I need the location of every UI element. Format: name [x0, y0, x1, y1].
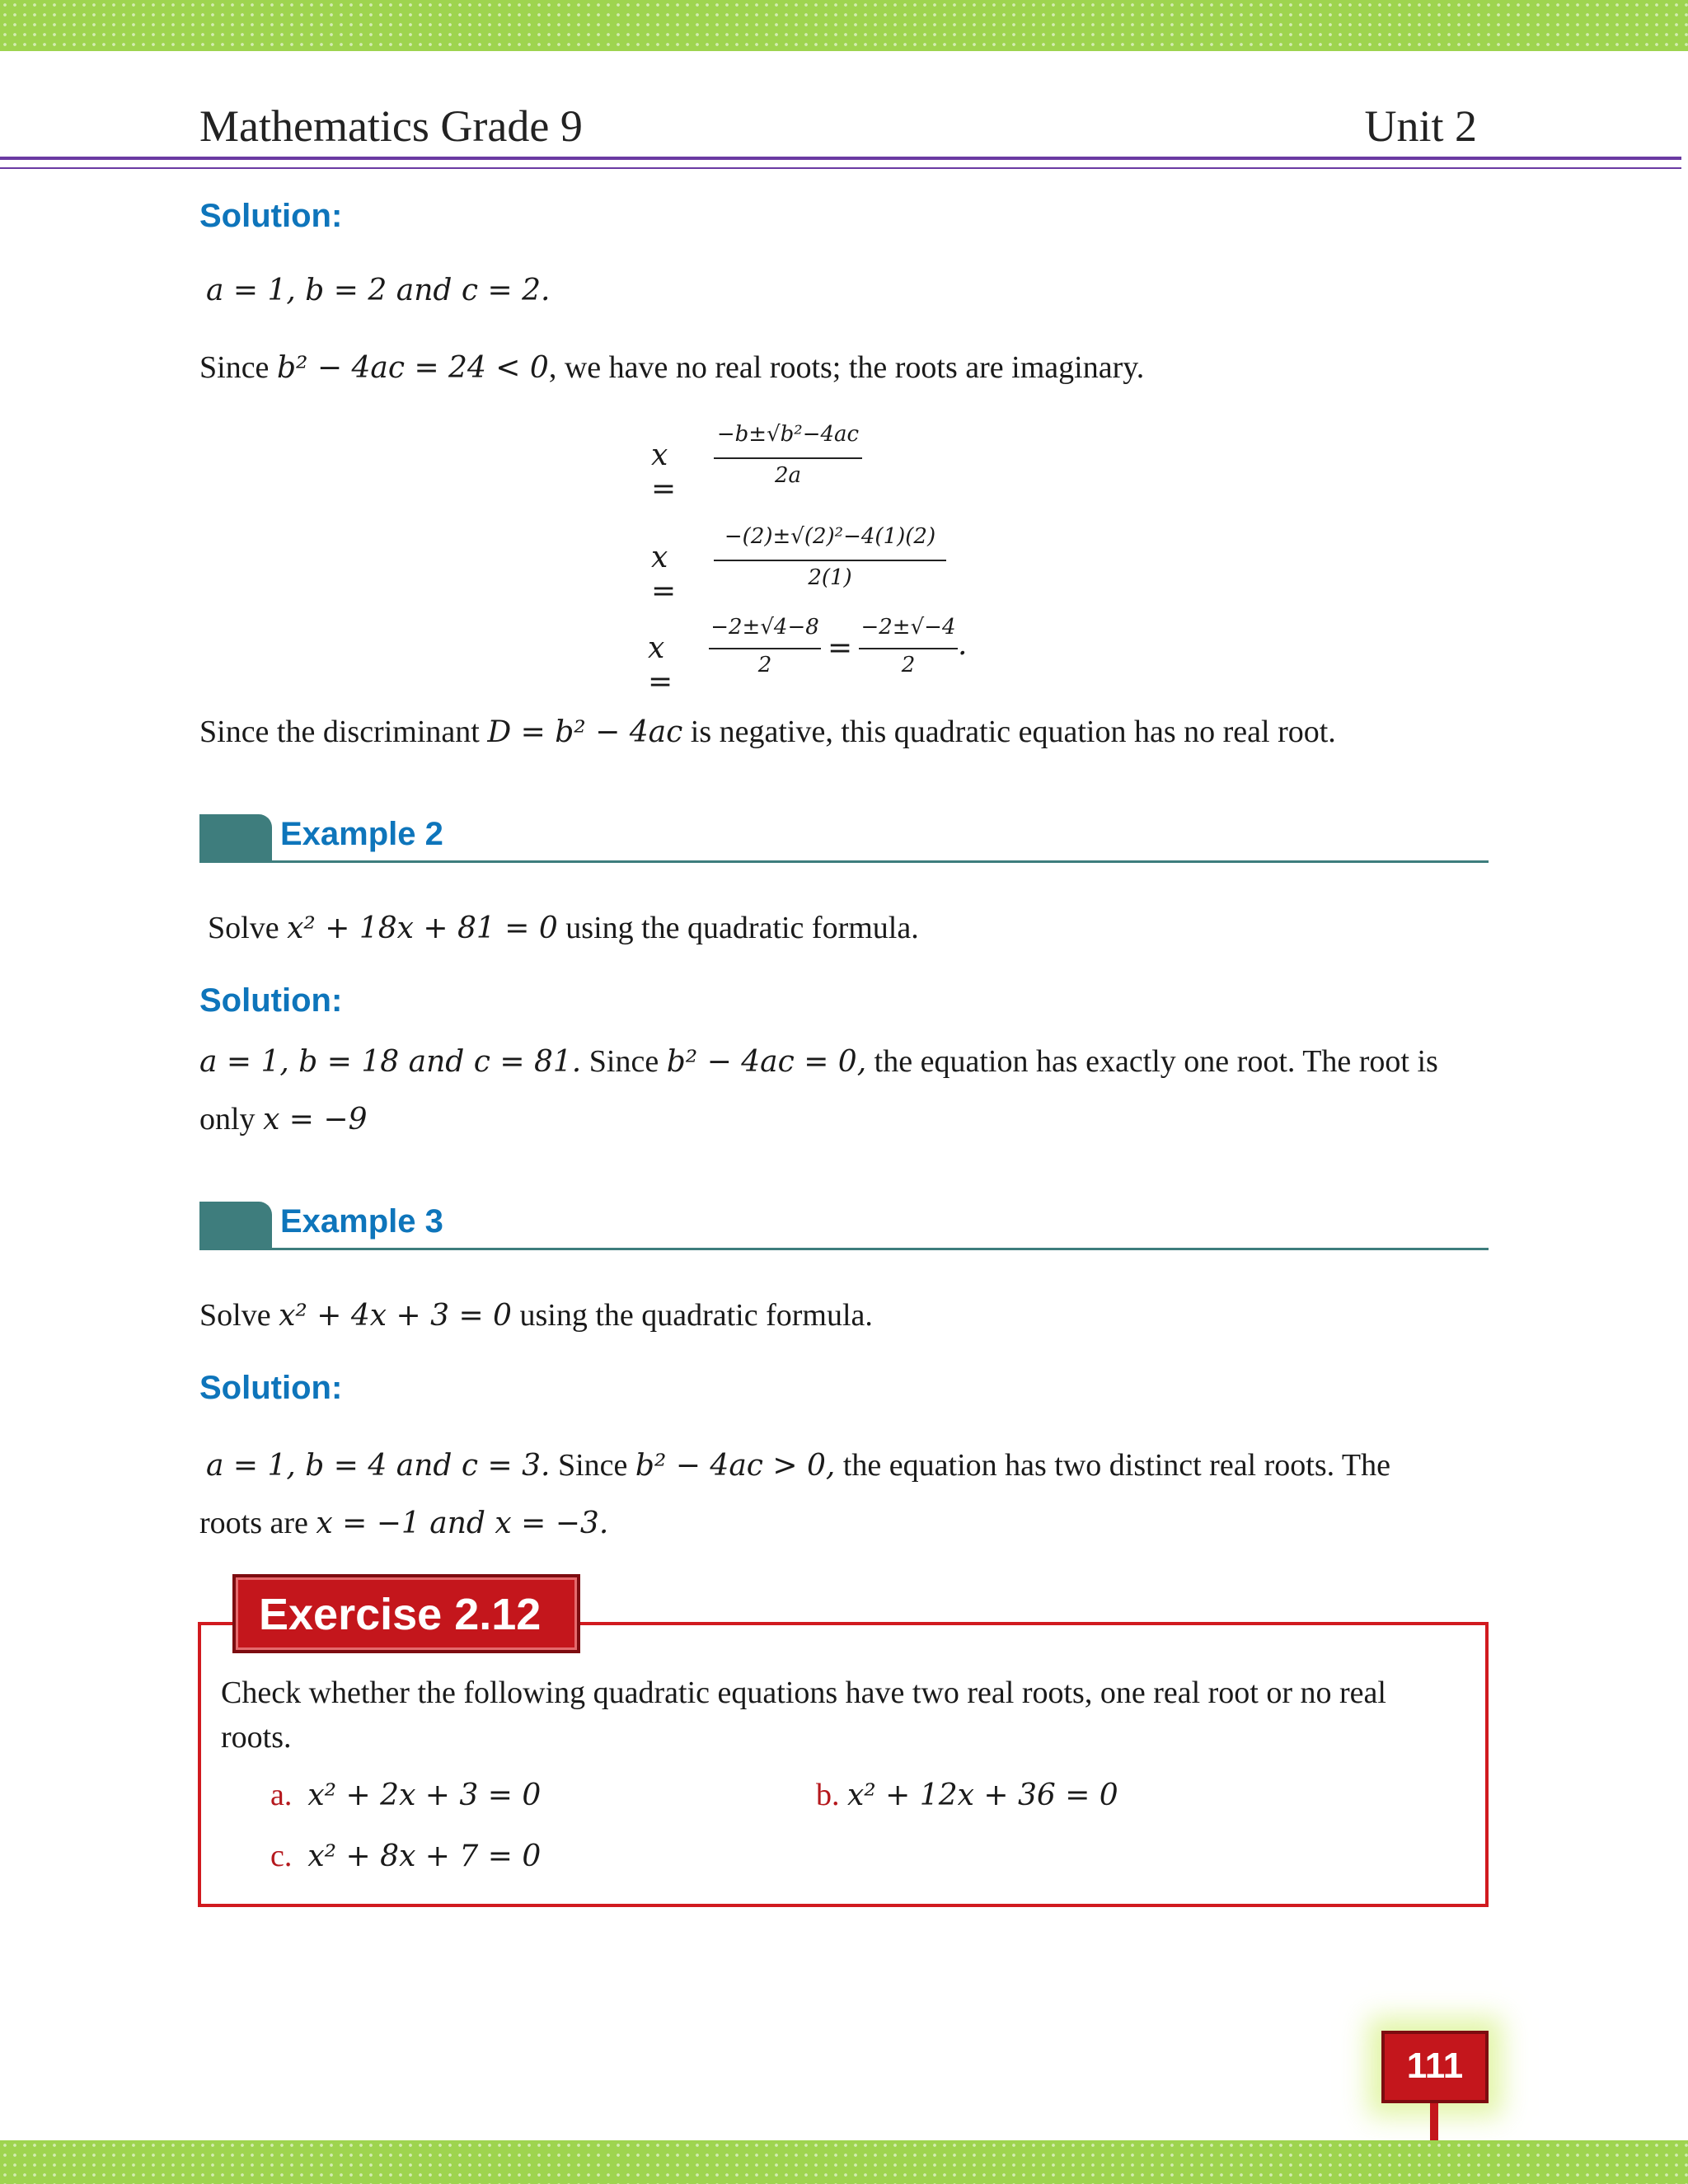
bottom-decorative-band: [0, 2140, 1688, 2184]
page-number: 111: [1406, 2046, 1464, 2086]
exercise-prompt-line2: roots.: [221, 1720, 292, 1755]
exercise-box: [198, 1622, 1489, 1907]
top-decorative-band: [0, 0, 1688, 51]
example-tab-marker: [199, 814, 272, 860]
header-rule: [0, 157, 1681, 160]
example-2-question: Solve x² + 18x + 81 = 0 using the quadratic formula.: [208, 911, 919, 945]
example-3-header: [199, 1202, 1489, 1251]
example-3-solution-line1: a = 1, b = 4 and c = 3. Since b² − 4ac > 0, the equation has two distinct real roots. The: [206, 1448, 1391, 1483]
header-rule-thin: [0, 167, 1681, 169]
exercise-item-a: a. x² + 2x + 3 = 0: [270, 1778, 542, 1812]
exercise-title: Exercise 2.12: [259, 1590, 542, 1639]
unit-label: Unit 2: [1364, 101, 1477, 151]
page-number-stem: [1430, 2103, 1438, 2144]
example-2-solution-line2: only x = −9: [199, 1102, 368, 1137]
page-number-box: [1381, 2031, 1489, 2103]
book-title: Mathematics Grade 9: [199, 101, 583, 151]
solution-heading: Solution:: [199, 1370, 343, 1406]
example-3-question: Solve x² + 4x + 3 = 0 using the quadratic formula.: [199, 1298, 873, 1333]
example-2-title: Example 2: [280, 816, 443, 852]
exercise-prompt-line1: Check whether the following quadratic equations have two real roots, one real root or no real: [221, 1675, 1386, 1710]
coefficients-line: a = 1, b = 2 and c = 2.: [206, 274, 551, 307]
example-tab-marker: [199, 1202, 272, 1248]
exercise-item-c: c. x² + 8x + 7 = 0: [270, 1839, 542, 1873]
example-2-solution-line1: a = 1, b = 18 and c = 81. Since b² − 4ac = 0, the equation has exactly one root. The root is: [199, 1044, 1438, 1079]
example-2-header: [199, 814, 1489, 864]
solution-heading: Solution:: [199, 982, 343, 1019]
exercise-item-b: b. x² + 12x + 36 = 0: [816, 1778, 1118, 1812]
solution-heading: Solution:: [199, 198, 343, 234]
example-3-title: Example 3: [280, 1203, 443, 1240]
since-line: Since b² − 4ac = 24 < 0, we have no real roots; the roots are imaginary.: [199, 350, 1145, 385]
example-3-solution-line2: roots are x = −1 and x = −3.: [199, 1506, 609, 1540]
exercise-title-badge: [232, 1574, 580, 1653]
discriminant-conclusion: Since the discriminant D = b² − 4ac is negative, this quadratic equation has no real root.: [199, 715, 1336, 749]
